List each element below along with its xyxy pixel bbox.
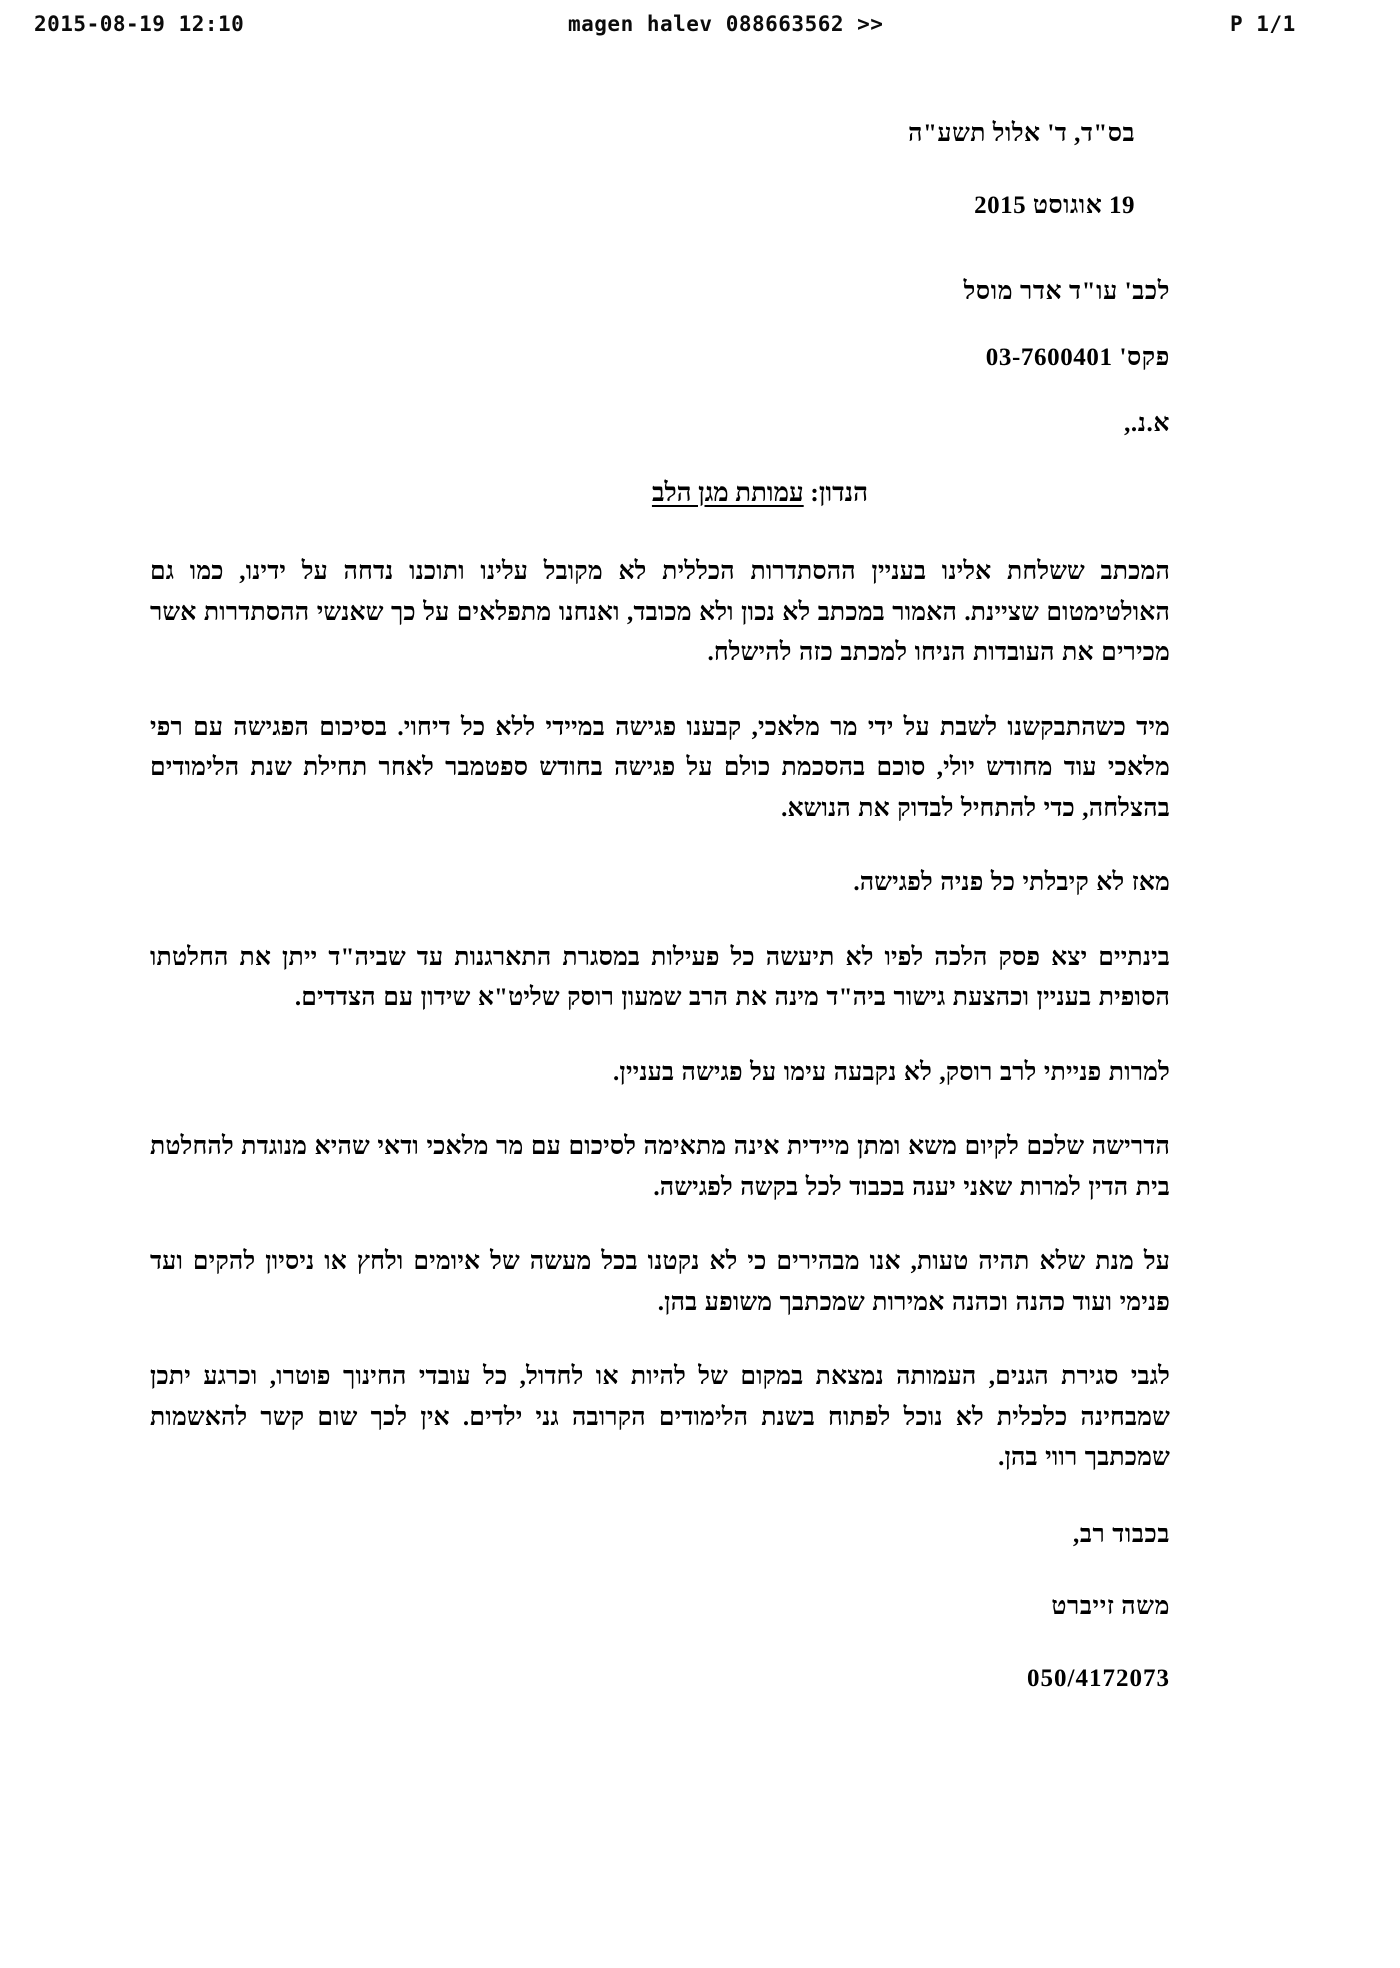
fax-timestamp: 2015-08-19 12:10	[34, 12, 245, 36]
signer-phone: 050/4172073	[1027, 1664, 1170, 1692]
addressee-fax-number: פקס' 03-7600401	[985, 344, 1170, 371]
addressee-block	[150, 278, 1170, 438]
paragraph-5: למרות פנייתי לרב רוסק, לא נקבעה עימו על פגישה בעניין.	[613, 1058, 1170, 1086]
subject-line	[150, 478, 1170, 508]
hebrew-date: בס"ד, ד' אלול תשע"ה	[908, 120, 1135, 147]
fax-sender-id: magen halev 088663562 >>	[568, 12, 884, 36]
subject-label: הנדון:	[810, 478, 869, 507]
fax-page-indicator: P 1/1	[1230, 12, 1296, 36]
paragraph-3: מאז לא קיבלתי כל פניה לפגישה.	[853, 869, 1170, 896]
salutation: א.נ.,	[1124, 410, 1170, 437]
signer-name: משה זייברט	[1051, 1592, 1170, 1620]
paragraph-2: מיד כשהתבקשנו לשבת על ידי מר מלאכי, קבענו פגישה במיידי ללא כל דיחוי. בסיכום הפגישה עם רפי מלאכי עוד מחודש יולי, סוכם בהסכמת כולם על פגישה בחודש ספטמבר לאחר תחילת שנת הלימודים בהצלחה, כדי להתחיל לבדוק את הנושא.	[150, 713, 1170, 822]
paragraph-7: על מנת שלא תהיה טעות, אנו מבהירים כי לא נקטנו בכל מעשה של איומים ולחץ או ניסיון להקים ועד פנימי ועוד כהנה וכהנה אמירות שמכתבך משופע בהן.	[150, 1248, 1170, 1316]
subject-value: עמותת מגן הלב	[651, 478, 804, 507]
paragraph-8: לגבי סגירת הגנים, העמותה נמצאת במקום של להיות או לחדול, כל עובדי החינוך פוטרו, וכרגע יתכן שמבחינה כלכלית לא נוכל לפתוח בשנת הלימודים הקרובה גני ילדים. אין לכך שום קשר להאשמות שמכתבך רווי בהן.	[150, 1363, 1170, 1471]
paragraph-1: המכתב ששלחת אלינו בעניין ההסתדרות הכללית לא מקובל עלינו ותוכנו נדחה על ידינו, כמו גם האולטימטום שציינת. האמור במכתב לא נכון ולא מכובד, ואנחנו מתפלאים על כך שאנשי ההסתדרות אשר מכירים את העובדות הניחו למכתב כזה להישלח.	[150, 558, 1170, 666]
signature-block	[150, 1521, 1170, 1693]
addressee-name: לכב' עו"ד אדר מוסל	[963, 278, 1170, 305]
letter-body	[150, 120, 1170, 1693]
gregorian-date: 19 אוגוסט 2015	[974, 192, 1135, 219]
signoff: בכבוד רב,	[1073, 1520, 1170, 1548]
fax-transmission-header	[0, 8, 1400, 48]
paragraph-6: הדרישה שלכם לקיום משא ומתן מיידית אינה מתאימה לסיכום עם מר מלאכי ודאי שהיא מנוגדת להחלטת בית הדין למרות שאני יענה בכבוד לכל בקשה לפגישה.	[150, 1133, 1170, 1201]
paragraph-4: בינתיים יצא פסק הלכה לפיו לא תיעשה כל פעילות במסגרת התארגנות עד שביה"ד ייתן את החלטתו הסופית בעניין וכהצעת גישור ביה"ד מינה את הרב שמעון רוסק שליט"א שידון עם הצדדים.	[150, 943, 1170, 1011]
